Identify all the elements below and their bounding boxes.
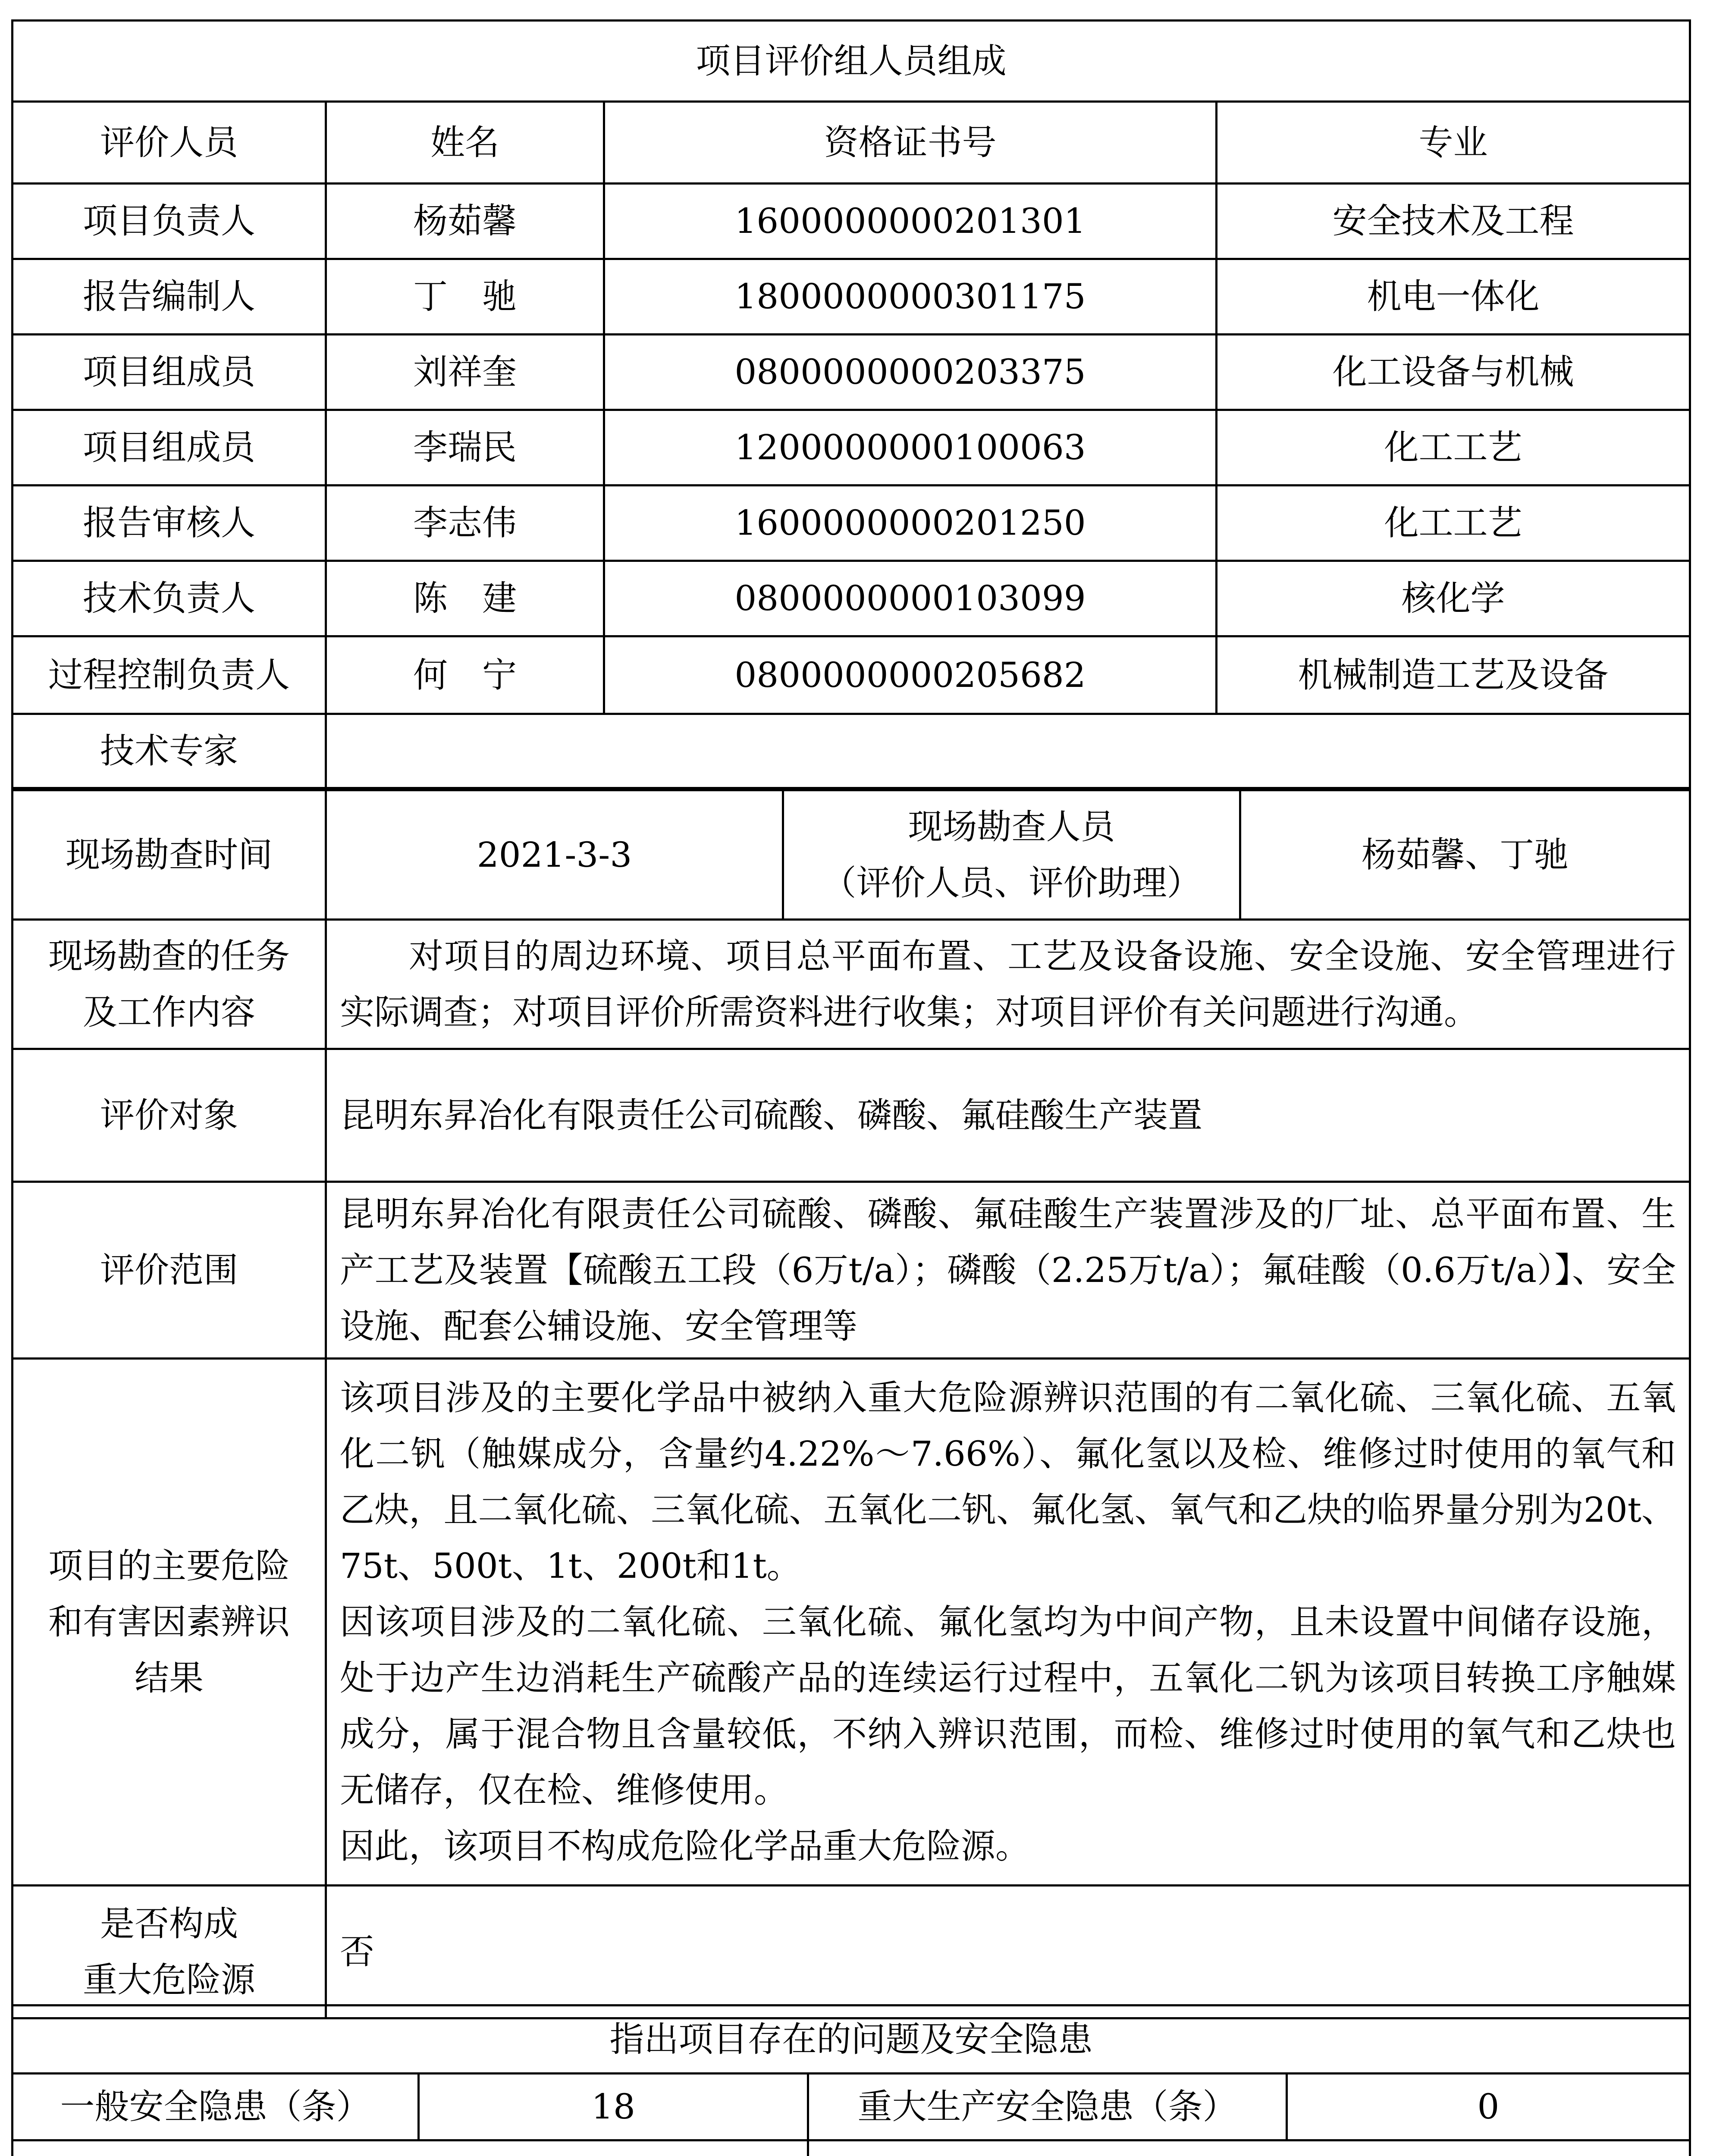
- team-table: [11, 19, 1691, 789]
- cell-name: 李志伟: [326, 486, 604, 561]
- cell-name: 李瑞民: [326, 410, 604, 486]
- survey-time-value: 2021-3-3: [326, 790, 783, 920]
- issues-column-left: [13, 2140, 808, 2156]
- table-row: [13, 410, 1690, 486]
- general-hazard-count: 18: [419, 2074, 808, 2140]
- cell-role: 过程控制负责人: [13, 636, 326, 714]
- cell-name: 陈 建: [326, 561, 604, 636]
- cell-name: 丁 驰: [326, 259, 604, 335]
- table-row: [13, 184, 1690, 259]
- cell-role: 项目组成员: [13, 410, 326, 486]
- survey-staff-value: 杨茹馨、丁驰: [1240, 790, 1690, 920]
- team-title-row: [13, 21, 1690, 102]
- cell-major: 化工设备与机械: [1217, 335, 1690, 410]
- hazard-value: [326, 1359, 1690, 1886]
- hazard-paragraph-1: 该项目涉及的主要化学品中被纳入重大危险源辨识范围的有二氧化硫、三氧化硫、五氧化二钒（触媒成分，含量约4.22%～7.66%）、氟化氢以及检、维修过时使用的氧气和乙炔，且二氧化硫、三氧化硫、五氧化二钒、氟化氢、氧气和乙炔的临界量分别为20t、75t、500t、1t、200t和1t。: [340, 1377, 1676, 1586]
- major-hazard-label: [13, 1886, 326, 2018]
- survey-task-value: [326, 920, 1690, 1049]
- expert-row: [13, 714, 1690, 788]
- cell-cert: 1600000000201250: [604, 486, 1217, 561]
- cell-role: 项目组成员: [13, 335, 326, 410]
- survey-task-row: [13, 920, 1690, 1049]
- issues-count-row: [13, 2074, 1690, 2140]
- survey-staff-label-line2: （评价人员、评价助理）: [822, 862, 1202, 903]
- table-row: [13, 486, 1690, 561]
- cell-name: 刘祥奎: [326, 335, 604, 410]
- header-major: 专业: [1217, 102, 1690, 184]
- header-role: 评价人员: [13, 102, 326, 184]
- cell-cert: 0800000000203375: [604, 335, 1217, 410]
- hazard-row: [13, 1359, 1690, 1886]
- major-production-hazard-label: 重大生产安全隐患（条）: [808, 2074, 1287, 2140]
- cell-cert: 1800000000301175: [604, 259, 1217, 335]
- major-hazard-label-line1: 是否构成: [100, 1903, 238, 1944]
- header-name: 姓名: [326, 102, 604, 184]
- team-header-row: [13, 102, 1690, 184]
- eval-scope-row: [13, 1182, 1690, 1359]
- major-hazard-row: [13, 1886, 1690, 2018]
- cell-cert: 1600000000201301: [604, 184, 1217, 259]
- table-row: [13, 259, 1690, 335]
- survey-staff-label: [783, 790, 1240, 920]
- issues-column-right: [808, 2140, 1690, 2156]
- cell-role: 技术负责人: [13, 561, 326, 636]
- survey-table: [11, 789, 1691, 2019]
- cell-cert: 0800000000205682: [604, 636, 1217, 714]
- major-production-hazard-count: 0: [1287, 2074, 1690, 2140]
- cell-name: 杨茹馨: [326, 184, 604, 259]
- survey-time-label: 现场勘查时间: [13, 790, 326, 920]
- eval-scope-label: 评价范围: [13, 1182, 326, 1359]
- header-cert: 资格证书号: [604, 102, 1217, 184]
- hazard-label: [13, 1359, 326, 1886]
- cell-name: 何 宁: [326, 636, 604, 714]
- hazard-paragraph-2: 因该项目涉及的二氧化硫、三氧化硫、氟化氢均为中间产物，且未设置中间储存设施，处于边产生边消耗生产硫酸产品的连续运行过程中，五氧化二钒为该项目转换工序触媒成分，属于混合物且含量较低，不纳入辨识范围，而检、维修过时使用的氧气和乙炔也无储存，仅在检、维修使用。: [340, 1601, 1676, 1810]
- survey-task-text: 对项目的周边环境、项目总平面布置、工艺及设备设施、安全设施、安全管理进行实际调查；对项目评价所需资料进行收集；对项目评价有关问题进行沟通。: [340, 936, 1676, 1032]
- hazard-label-line2: 和有害因素辨识: [48, 1601, 290, 1642]
- team-title: 项目评价组人员组成: [13, 21, 1690, 102]
- survey-task-label-line2: 及工作内容: [83, 992, 255, 1032]
- issues-columns-row: [13, 2140, 1690, 2156]
- table-row: [13, 335, 1690, 410]
- cell-major: 安全技术及工程: [1217, 184, 1690, 259]
- cell-major: 化工工艺: [1217, 486, 1690, 561]
- cell-role: 报告审核人: [13, 486, 326, 561]
- eval-scope-value: [326, 1182, 1690, 1359]
- table-row: [13, 561, 1690, 636]
- survey-task-label: [13, 920, 326, 1049]
- table-row: [13, 636, 1690, 714]
- cell-major: 机械制造工艺及设备: [1217, 636, 1690, 714]
- eval-object-value: 昆明东昇冶化有限责任公司硫酸、磷酸、氟硅酸生产装置: [326, 1049, 1690, 1182]
- hazard-label-line3: 结果: [135, 1658, 204, 1698]
- issues-table: [11, 2004, 1691, 2156]
- cell-major: 核化学: [1217, 561, 1690, 636]
- survey-task-label-line1: 现场勘查的任务: [48, 936, 290, 976]
- eval-scope-text: 昆明东昇冶化有限责任公司硫酸、磷酸、氟硅酸生产装置涉及的厂址、总平面布置、生产工艺及装置【硫酸五工段（6万t/a）；磷酸（2.25万t/a）；氟硅酸（0.6万t/a）】、安全设施、配套公辅设施、安全管理等: [340, 1194, 1676, 1346]
- hazard-paragraph-3: 因此，该项目不构成危险化学品重大危险源。: [340, 1826, 1030, 1866]
- cell-major: 机电一体化: [1217, 259, 1690, 335]
- cell-role: 项目负责人: [13, 184, 326, 259]
- survey-time-row: [13, 790, 1690, 920]
- issues-title: 指出项目存在的问题及安全隐患: [13, 2006, 1690, 2074]
- major-hazard-value: 否: [326, 1886, 1690, 2018]
- expert-value: [326, 714, 1690, 788]
- cell-cert: 1200000000100063: [604, 410, 1217, 486]
- expert-label: 技术专家: [13, 714, 326, 788]
- eval-object-label: 评价对象: [13, 1049, 326, 1182]
- hazard-label-line1: 项目的主要危险: [48, 1545, 290, 1586]
- cell-major: 化工工艺: [1217, 410, 1690, 486]
- major-hazard-label-line2: 重大危险源: [83, 1959, 255, 2000]
- eval-object-row: [13, 1049, 1690, 1182]
- survey-staff-label-line1: 现场勘查人员: [908, 806, 1115, 847]
- general-hazard-label: 一般安全隐患（条）: [13, 2074, 419, 2140]
- cell-role: 报告编制人: [13, 259, 326, 335]
- cell-cert: 0800000000103099: [604, 561, 1217, 636]
- issues-title-row: [13, 2006, 1690, 2074]
